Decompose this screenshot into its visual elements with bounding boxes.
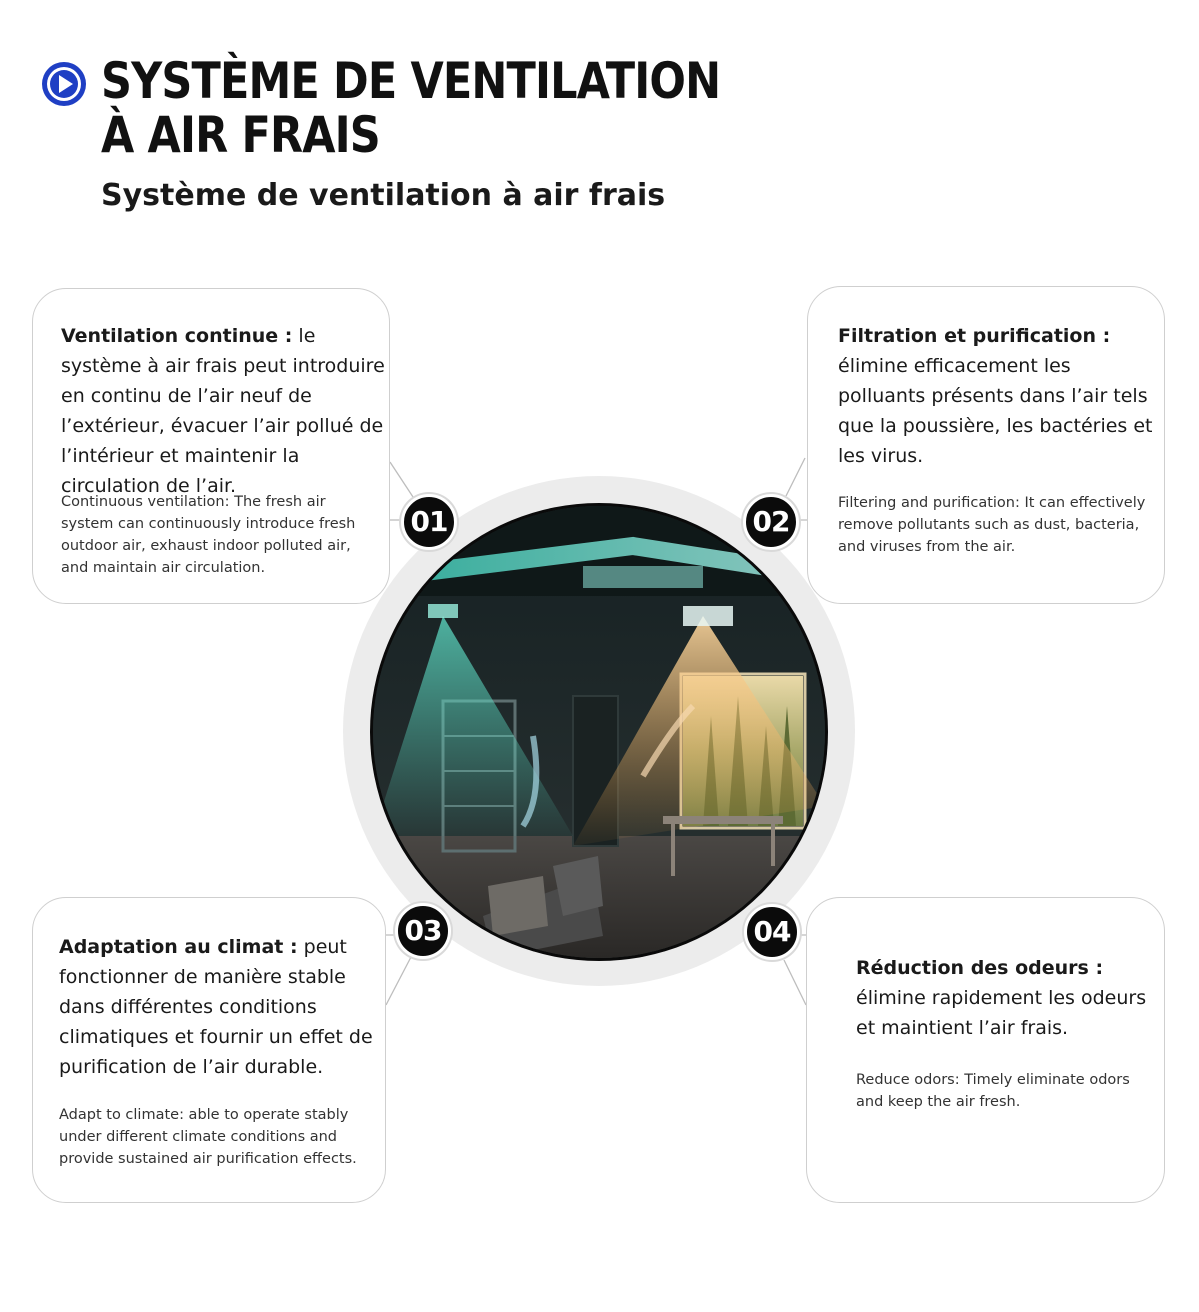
feature-number-03: 03 <box>395 903 451 959</box>
feature-card-02 <box>807 286 1165 604</box>
feature-04-heading: Réduction des odeurs : <box>856 957 1104 979</box>
feature-03-body: peut fonctionner de manière stable dans différentes conditions climatiques et fournir un effet de purification de l’air durable. <box>59 936 373 1078</box>
page-subtitle: Système de ventilation à air frais <box>101 178 666 213</box>
feature-02-english-text: Filtering and purification: It can effectively remove pollutants such as dust, bacteria, and viruses from the air. <box>838 495 1146 555</box>
feature-01-english-text: Continuous ventilation: The fresh air system can continuously introduce fresh outdoor air, exhaust indoor polluted air, and maintain air circulation. <box>61 494 356 576</box>
connector-01-upper <box>390 462 415 500</box>
ventilated-room-illustration <box>373 506 825 958</box>
title-line-2: À AIR FRAIS <box>101 106 380 164</box>
feature-02-heading: Filtration et purification : <box>838 325 1111 347</box>
feature-02-french-text <box>838 321 1158 471</box>
feature-number-04: 04 <box>744 904 800 960</box>
feature-number-01: 01 <box>401 494 457 550</box>
feature-01-french-text <box>61 321 391 501</box>
connector-03-lower <box>386 957 411 1005</box>
feature-01-heading: Ventilation continue : <box>61 325 293 347</box>
play-circle-icon <box>42 62 86 106</box>
feature-04-body: élimine rapidement les odeurs et maintient l’air frais. <box>856 987 1147 1039</box>
feature-04-french-text <box>856 953 1156 1043</box>
page-title <box>101 54 720 162</box>
feature-03-french-text <box>59 932 379 1082</box>
feature-card-04 <box>806 897 1165 1203</box>
feature-01-body: le système à air frais peut introduire en continu de l’air neuf de l’extérieur, évacuer l’air pollué de l’intérieur et maintenir la circulation de l’air. <box>61 325 385 497</box>
connector-02-upper <box>786 458 805 496</box>
title-line-1: SYSTÈME DE VENTILATION <box>101 52 721 110</box>
feature-card-03 <box>32 897 386 1203</box>
feature-02-body: élimine efficacement les polluants présents dans l’air tels que la poussière, les bactéries et les virus. <box>838 355 1153 467</box>
feature-number-02: 02 <box>743 494 799 550</box>
feature-card-01 <box>32 288 390 604</box>
feature-03-heading: Adaptation au climat : <box>59 936 298 958</box>
feature-04-english-text: Reduce odors: Timely eliminate odors and keep the air fresh. <box>856 1072 1130 1110</box>
feature-03-english-text: Adapt to climate: able to operate stably under different climate conditions and provide sustained air purification effects. <box>59 1107 357 1167</box>
connector-04-lower <box>784 960 806 1005</box>
